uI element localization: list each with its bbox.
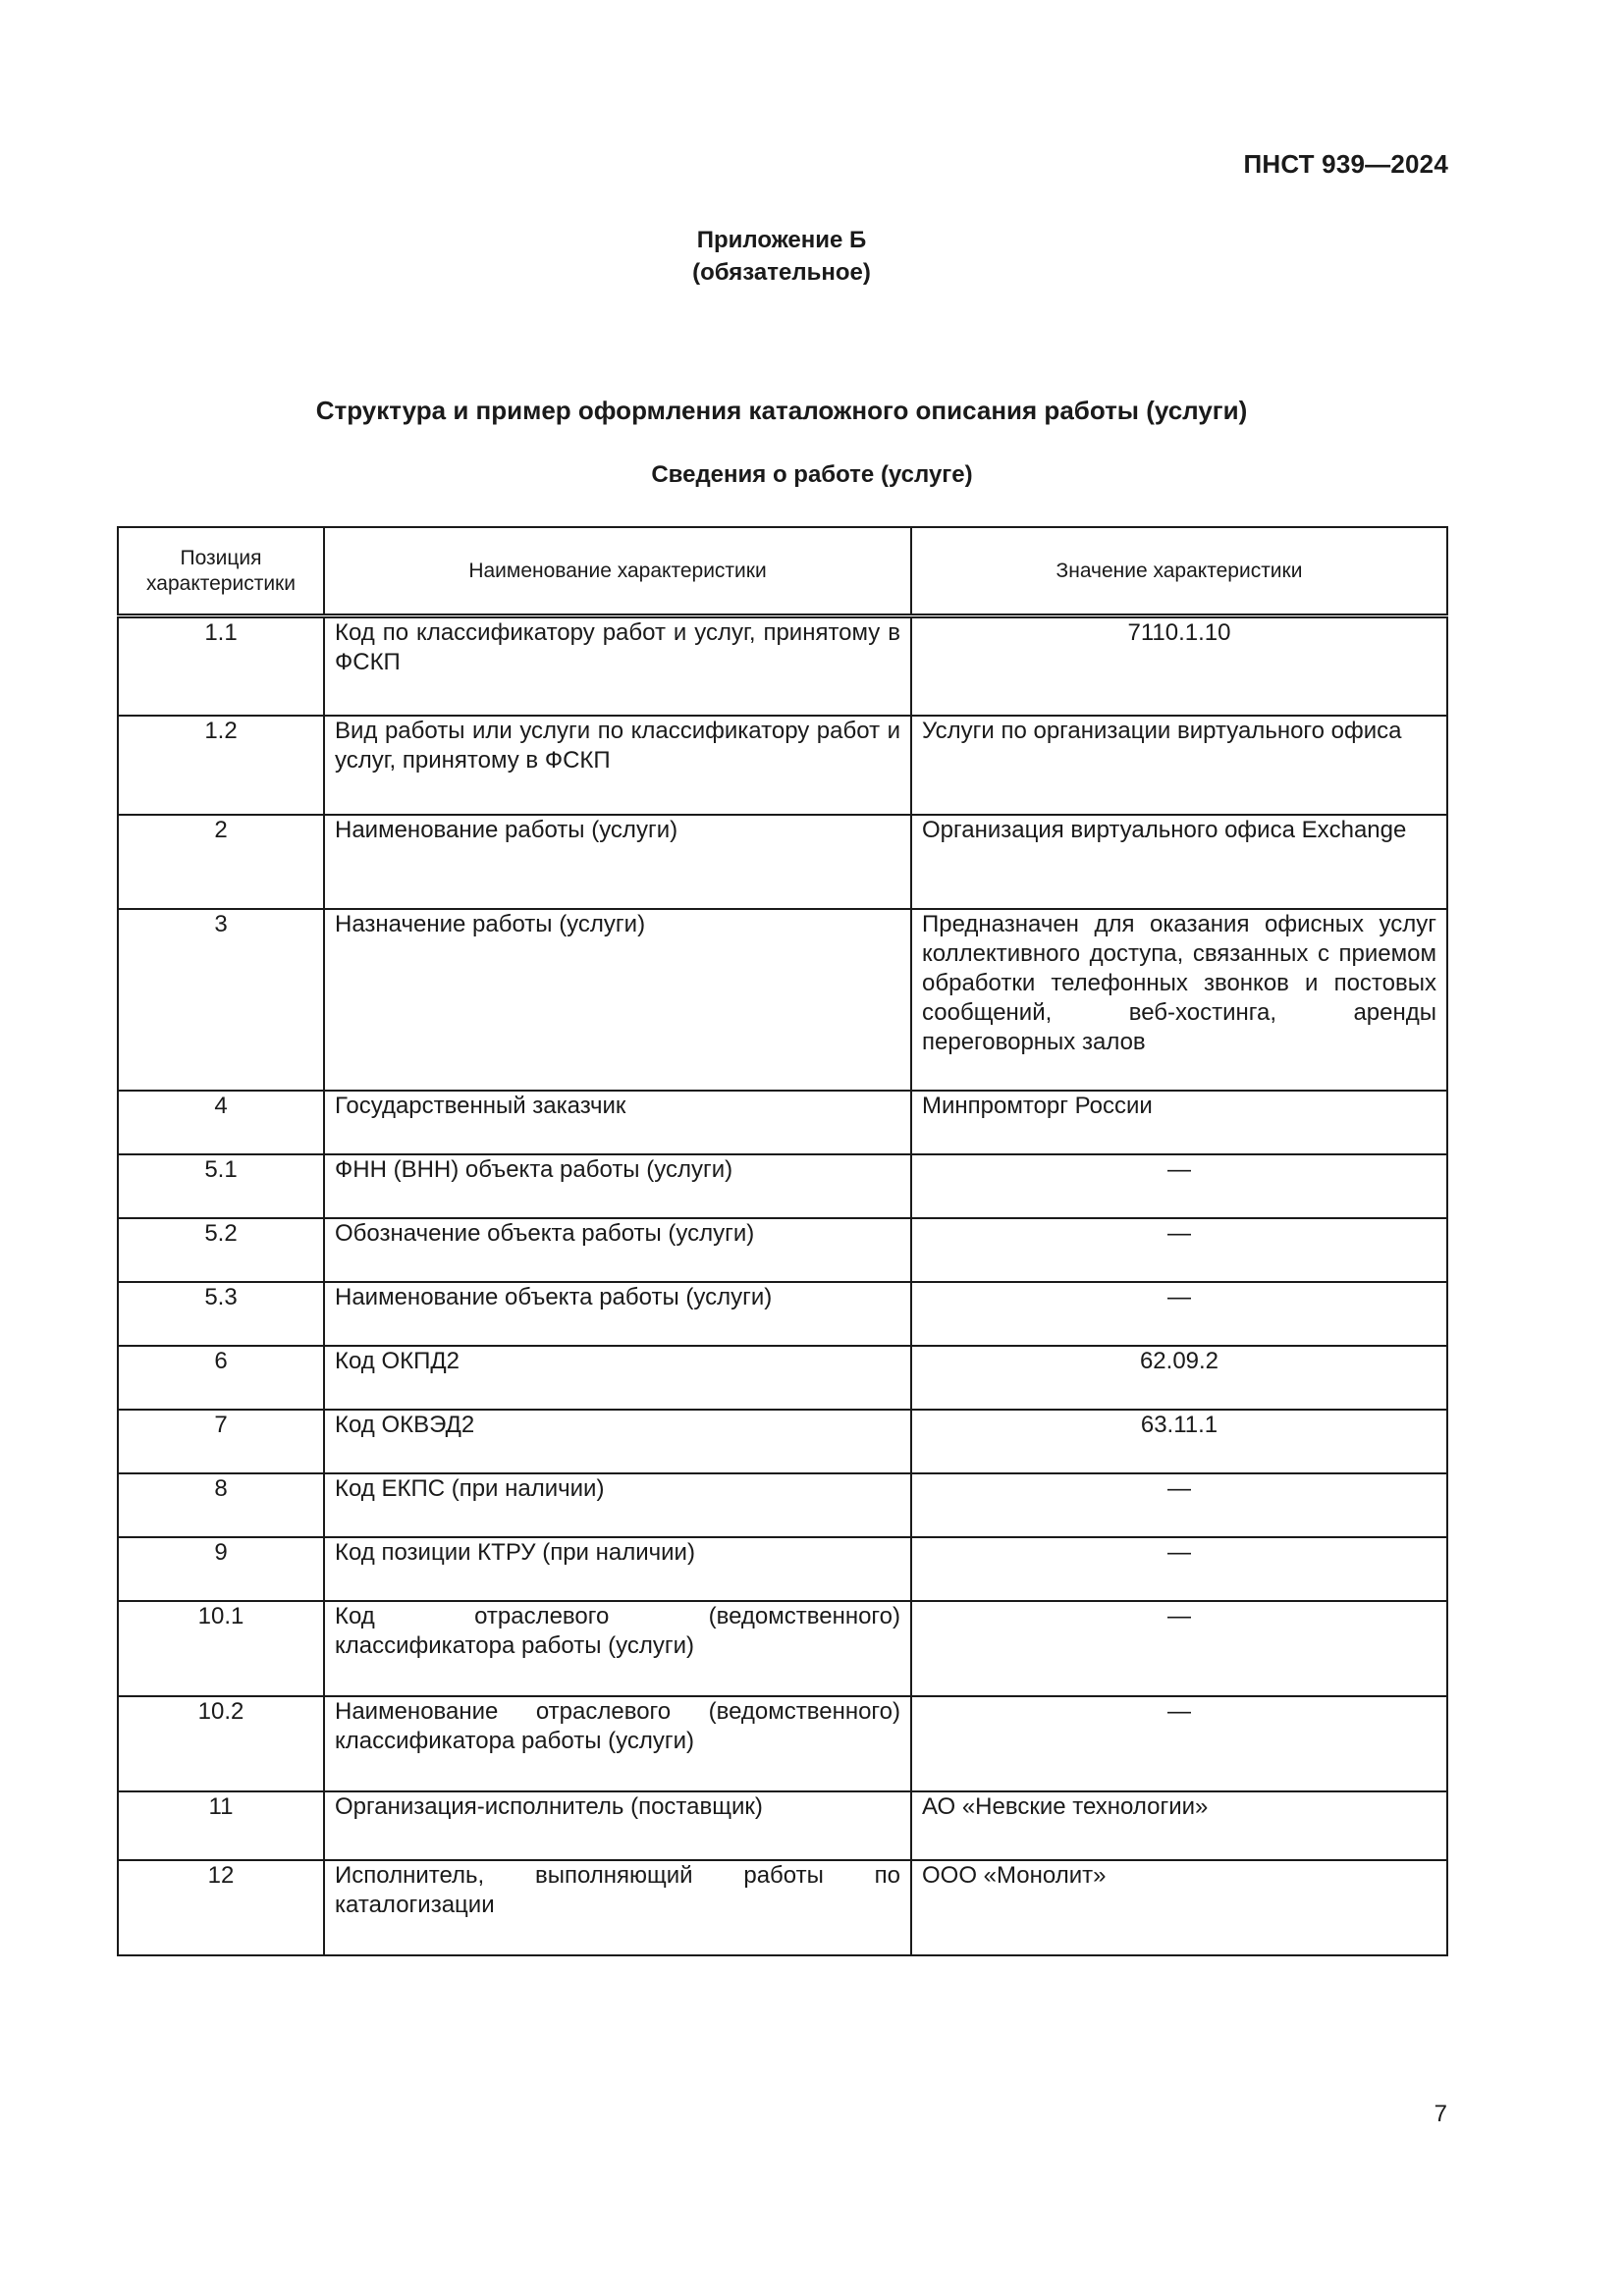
row-characteristic-name: Обозначение объекта работы (услуги) xyxy=(324,1218,911,1282)
row-position: 7 xyxy=(118,1410,324,1473)
row-position: 2 xyxy=(118,815,324,909)
table-row xyxy=(118,1346,1447,1410)
row-characteristic-value: Организация виртуального офиса Exchange xyxy=(911,815,1447,909)
header-value: Значение характеристики xyxy=(911,527,1447,616)
row-characteristic-value: — xyxy=(911,1696,1447,1791)
appendix-heading xyxy=(0,224,1563,289)
table-row xyxy=(118,716,1447,815)
row-characteristic-name: Наименование отраслевого (ведомственного) классификатора работы (услуги) xyxy=(324,1696,911,1791)
row-position: 5.3 xyxy=(118,1282,324,1346)
table-row xyxy=(118,616,1447,716)
row-position: 4 xyxy=(118,1091,324,1154)
row-characteristic-name: Исполнитель, выполняющий работы по каталогизации xyxy=(324,1860,911,1955)
row-characteristic-value: — xyxy=(911,1473,1447,1537)
table-row xyxy=(118,1696,1447,1791)
row-characteristic-value: Минпромторг России xyxy=(911,1091,1447,1154)
row-position: 1.1 xyxy=(118,616,324,716)
row-characteristic-value: Предназначен для оказания офисных услуг коллективного доступа, связанных с приемом обработки телефонных звонков и постовых сообщений, веб-хостинга, аренды переговорных залов xyxy=(911,909,1447,1091)
row-position: 1.2 xyxy=(118,716,324,815)
table-row xyxy=(118,1860,1447,1955)
header-position: Позиция характеристики xyxy=(118,527,324,616)
row-characteristic-name: Наименование объекта работы (услуги) xyxy=(324,1282,911,1346)
row-characteristic-value: — xyxy=(911,1154,1447,1218)
row-position: 5.2 xyxy=(118,1218,324,1282)
characteristics-table xyxy=(117,526,1448,1956)
table-row xyxy=(118,1091,1447,1154)
row-characteristic-name: Наименование работы (услуги) xyxy=(324,815,911,909)
row-characteristic-value: — xyxy=(911,1218,1447,1282)
table-row xyxy=(118,1154,1447,1218)
row-characteristic-name: Организация-исполнитель (поставщик) xyxy=(324,1791,911,1860)
table-row xyxy=(118,1537,1447,1601)
row-characteristic-value: 7110.1.10 xyxy=(911,616,1447,716)
table-row xyxy=(118,1791,1447,1860)
row-characteristic-name: Государственный заказчик xyxy=(324,1091,911,1154)
appendix-label: Приложение Б xyxy=(696,227,867,253)
row-characteristic-value: 63.11.1 xyxy=(911,1410,1447,1473)
row-position: 3 xyxy=(118,909,324,1091)
row-characteristic-name: Код ЕКПС (при наличии) xyxy=(324,1473,911,1537)
row-characteristic-value: Услуги по организации виртуального офиса xyxy=(911,716,1447,815)
row-characteristic-value: — xyxy=(911,1601,1447,1696)
header-name: Наименование характеристики xyxy=(324,527,911,616)
row-position: 6 xyxy=(118,1346,324,1410)
appendix-status: (обязательное) xyxy=(692,259,871,286)
row-characteristic-name: Вид работы или услуги по классификатору работ и услуг, принятому в ФСКП xyxy=(324,716,911,815)
document-number: ПНСТ 939—2024 xyxy=(1243,149,1448,179)
table-row xyxy=(118,909,1447,1091)
table-row xyxy=(118,1282,1447,1346)
row-characteristic-name: Код отраслевого (ведомственного) классификатора работы (услуги) xyxy=(324,1601,911,1696)
row-characteristic-value: АО «Невские технологии» xyxy=(911,1791,1447,1860)
row-characteristic-value: 62.09.2 xyxy=(911,1346,1447,1410)
table-row xyxy=(118,815,1447,909)
row-position: 12 xyxy=(118,1860,324,1955)
row-characteristic-name: Код по классификатору работ и услуг, принятому в ФСКП xyxy=(324,616,911,716)
table-row xyxy=(118,1218,1447,1282)
row-characteristic-name: Код ОКПД2 xyxy=(324,1346,911,1410)
row-characteristic-value: ООО «Монолит» xyxy=(911,1860,1447,1955)
table-row xyxy=(118,1410,1447,1473)
row-characteristic-name: ФНН (ВНН) объекта работы (услуги) xyxy=(324,1154,911,1218)
page-number: 7 xyxy=(1434,2101,1447,2127)
row-position: 8 xyxy=(118,1473,324,1537)
table-row xyxy=(118,1473,1447,1537)
row-position: 5.1 xyxy=(118,1154,324,1218)
table-header-row xyxy=(118,527,1447,616)
table-row xyxy=(118,1601,1447,1696)
row-position: 11 xyxy=(118,1791,324,1860)
table-caption: Сведения о работе (услуге) xyxy=(651,461,973,488)
row-characteristic-value: — xyxy=(911,1537,1447,1601)
row-characteristic-name: Код ОКВЭД2 xyxy=(324,1410,911,1473)
row-position: 10.2 xyxy=(118,1696,324,1791)
row-characteristic-name: Код позиции КТРУ (при наличии) xyxy=(324,1537,911,1601)
row-characteristic-value: — xyxy=(911,1282,1447,1346)
row-position: 10.1 xyxy=(118,1601,324,1696)
page-title: Структура и пример оформления каталожного описания работы (услуги) xyxy=(315,396,1248,425)
row-position: 9 xyxy=(118,1537,324,1601)
row-characteristic-name: Назначение работы (услуги) xyxy=(324,909,911,1091)
